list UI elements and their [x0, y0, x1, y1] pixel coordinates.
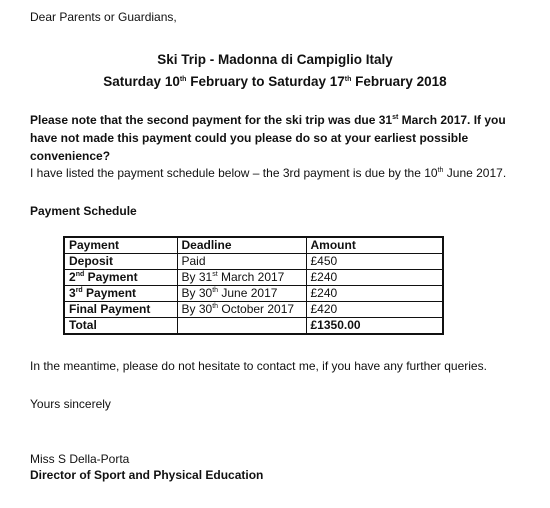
trip-dates-part: February to Saturday 17 [186, 74, 345, 89]
payment-reminder-part: Please note that the second payment for the ski trip was due 31 [30, 113, 393, 127]
payment-label: 2 [69, 270, 76, 284]
schedule-heading: Payment Schedule [30, 204, 137, 218]
table-row [65, 254, 442, 270]
cell-deadline [177, 254, 306, 270]
trip-title: Ski Trip - Madonna di Campiglio Italy [157, 52, 393, 67]
contact-line: In the meantime, please do not hesitate to contact me, if you have any further queries. [30, 359, 487, 373]
payment-label: Deposit [69, 254, 114, 268]
cell-amount: £240 [306, 270, 442, 286]
header-amount: Amount [306, 238, 442, 254]
cell-payment [65, 302, 177, 318]
ordinal-suffix: st [212, 271, 218, 278]
payment-reminder [30, 111, 530, 165]
trip-dates [0, 74, 550, 89]
table-row [65, 286, 442, 302]
table-total-row [65, 318, 442, 334]
cell-deadline [177, 270, 306, 286]
schedule-intro-part: I have listed the payment schedule below – the 3rd payment is due by the 10 [30, 166, 438, 180]
salutation: Dear Parents or Guardians, [30, 10, 177, 24]
ordinal-suffix: st [392, 114, 399, 121]
ordinal-suffix: nd [75, 271, 85, 278]
deadline-part: By 30 [181, 286, 213, 300]
payment-reminder-part: March 2017. If you have not made this payment could you please do so at your earliest possible convenience? [30, 113, 506, 163]
trip-dates-part: Saturday 10 [103, 74, 180, 89]
trip-dates-part: February 2018 [351, 74, 447, 89]
cell-amount: £450 [306, 254, 442, 270]
ordinal-suffix: th [437, 167, 444, 174]
schedule-intro [30, 166, 506, 181]
closing: Yours sincerely [30, 397, 111, 411]
ordinal-suffix: th [212, 287, 219, 294]
header-deadline: Deadline [177, 238, 306, 254]
cell-payment [65, 286, 177, 302]
cell-amount: £420 [306, 302, 442, 318]
deadline-part: By 30 [181, 302, 213, 316]
deadline-part: March 2017 [217, 270, 285, 284]
table-row [65, 302, 442, 318]
ordinal-suffix: th [212, 303, 219, 310]
cell-payment [65, 318, 177, 334]
cell-total-amount: £1350.00 [306, 318, 442, 334]
ordinal-suffix: rd [75, 287, 83, 294]
cell-deadline [177, 302, 306, 318]
deadline-part: By 31 [181, 270, 213, 284]
deadline-part: October 2017 [218, 302, 295, 316]
ordinal-suffix: th [344, 76, 352, 83]
deadline-part: June 2017 [218, 286, 278, 300]
table-header-row [65, 238, 442, 254]
payment-label: Total [69, 318, 97, 332]
deadline-part: Paid [181, 254, 206, 268]
ordinal-suffix: th [179, 76, 187, 83]
signer-title: Director of Sport and Physical Education [30, 468, 264, 482]
payment-label-suffix: Payment [84, 270, 138, 284]
schedule-intro-part: June 2017. [443, 166, 507, 180]
payment-label: 3 [69, 286, 76, 300]
cell-amount: £240 [306, 286, 442, 302]
cell-payment [65, 254, 177, 270]
cell-deadline [177, 286, 306, 302]
payment-label: Final Payment [69, 302, 151, 316]
header-payment: Payment [65, 238, 177, 254]
cell-payment [65, 270, 177, 286]
signer-name: Miss S Della-Porta [30, 452, 130, 466]
payment-label-suffix: Payment [82, 286, 137, 300]
cell-deadline [177, 318, 306, 334]
table-row [65, 270, 442, 286]
payment-schedule-table [63, 236, 444, 335]
